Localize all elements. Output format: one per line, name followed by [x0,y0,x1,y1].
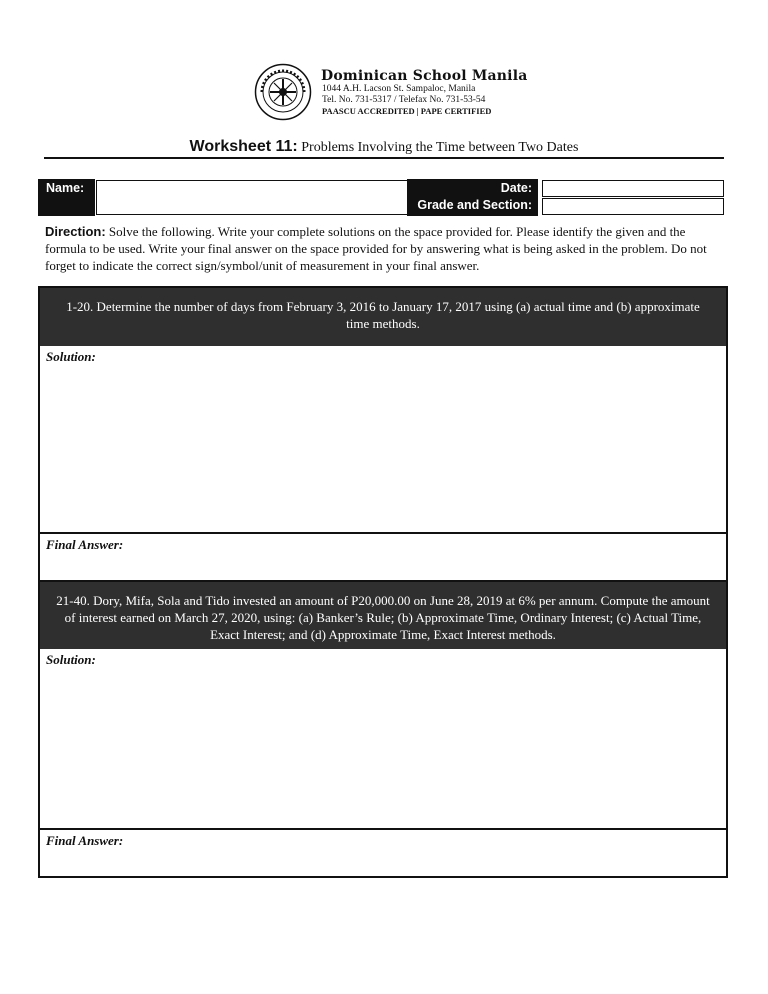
solution-label-1: Solution: [46,349,96,364]
grade-section-field[interactable] [542,198,724,215]
worksheet-topic: Problems Involving the Time between Two Dates [297,140,579,155]
final-answer-area-1[interactable] [40,534,726,580]
worksheet-number: Worksheet 11: [189,138,298,155]
final-answer-label-2: Final Answer: [46,833,124,848]
title-divider [44,157,724,159]
date-field[interactable] [542,180,724,197]
solution-area-1[interactable] [40,346,726,534]
school-name: Dominican School Manila [321,68,528,84]
name-label: Name: [38,179,95,216]
direction-text: Solve the following. Write your complete solutions on the space provided for. Please identify the given and the formula to be used. Write your final answer on the space provided for by answering what is being asked in the problem. Do not forget to indicate the correct sign/symbol/unit of measurement in your final answer. [45,224,707,273]
directions [45,223,729,274]
final-answer-area-2[interactable] [40,830,726,876]
date-grade-labels [407,179,538,216]
name-field[interactable] [96,180,408,215]
problem-2-text: 21-40. Dory, Mifa, Sola and Tido invested an amount of P20,000.00 on June 28, 2019 at 6% per annum. Compute the amount of interest earned on March 27, 2020, using: (a) Banker’s Rule; (b) Approximate Time, Ordinary Interest; (c) Actual Time, Exact Interest; and (d) Approximate Time, Exact Interest methods. [40,582,726,649]
student-info-row [38,179,724,216]
school-phone: Tel. No. 731-5317 / Telefax No. 731-53-54 [322,95,486,105]
school-accreditation: PAASCU ACCREDITED | PAPE CERTIFIED [322,106,492,116]
school-header [254,63,528,121]
problem-1-text: 1-20. Determine the number of days from February 3, 2016 to January 17, 2017 using (a) actual time and (b) approximate time methods. [40,288,726,346]
problem-block-1 [38,286,728,582]
solution-label-2: Solution: [46,652,96,667]
problem-block-2 [38,580,728,878]
direction-label: Direction: [45,224,106,239]
final-answer-label-1: Final Answer: [46,537,124,552]
solution-area-2[interactable] [40,649,726,830]
school-seal-icon [254,63,312,121]
worksheet-title [0,138,768,156]
date-label: Date: [500,181,532,195]
school-address: 1044 A.H. Lacson St. Sampaloc, Manila [322,84,476,94]
grade-section-label: Grade and Section: [417,198,532,212]
